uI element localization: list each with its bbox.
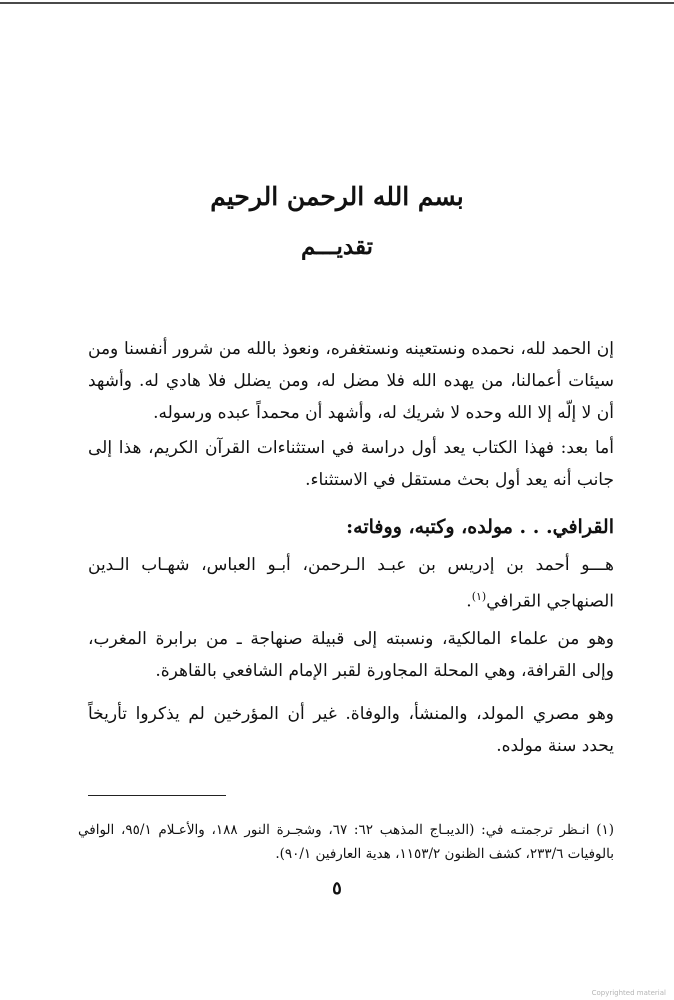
footnote: (١) انـظر ترجمتـه في: (الديبـاج المذهب ٦٢: ٦٧، وشجـرة النور ١٨٨، والأعـلام ٩٥/١، الوافي بالوفيات ٢٣٣/٦، كشف الظنون ١١٥٣/٢، هدية العارفين ٩٠/١). — [78, 822, 615, 862]
page-number: ٥ — [332, 878, 342, 899]
footnote-separator — [88, 795, 226, 796]
biography-text: هـــو أحمد بن إدريس بن عبـد الـرحمن، أبـو العباس، شهـاب الـدين الصنهاجي القرافي — [88, 555, 614, 612]
page-heading: تقديـــم — [300, 233, 374, 260]
section-heading: القرافي. . . مولده، وكتبه، ووفاته: — [346, 516, 614, 538]
copyright-notice: Copyrighted material — [591, 989, 666, 997]
footnote-reference: (١) — [471, 590, 487, 603]
book-purpose-paragraph: أما بعد: فهذا الكتاب يعد أول دراسة في استثناءات القرآن الكريم، هذا إلى جانب أنه يعد أول بحث مستقل في الاستثناء. — [88, 438, 614, 490]
basmala-title: بسم الله الرحمن الرحيم — [210, 182, 464, 211]
birth-paragraph: وهو مصري المولد، والمنشأ، والوفاة. غير أن المؤرخين لم يذكروا تأريخاً يحدد سنة مولده. — [88, 704, 614, 756]
biography-paragraph: هـــو أحمد بن إدريس بن عبـد الـرحمن، أبـو العباس، شهـاب الـدين الصنهاجي القرافي$^{(١)}$. — [88, 555, 614, 612]
lineage-paragraph: وهو من علماء المالكية، ونسبته إلى قبيلة صنهاجة ـ من برابرة المغرب، وإلى القرافة، وهي المحلة المجاورة لقبر الإمام الشافعي بالقاهرة. — [88, 629, 614, 681]
intro-paragraph: إن الحمد لله، نحمده ونستعينه ونستغفره، ونعوذ بالله من شرور أنفسنا ومن سيئات أعمالنا، من يهده الله فلا مضل له، ومن يضلل فلا هادي له. وأشهد أن لا إلّه إلا الله وحده لا شريك له، وأشهد أن محمداً عبده ورسوله. — [88, 339, 614, 423]
top-border-line — [0, 2, 674, 4]
